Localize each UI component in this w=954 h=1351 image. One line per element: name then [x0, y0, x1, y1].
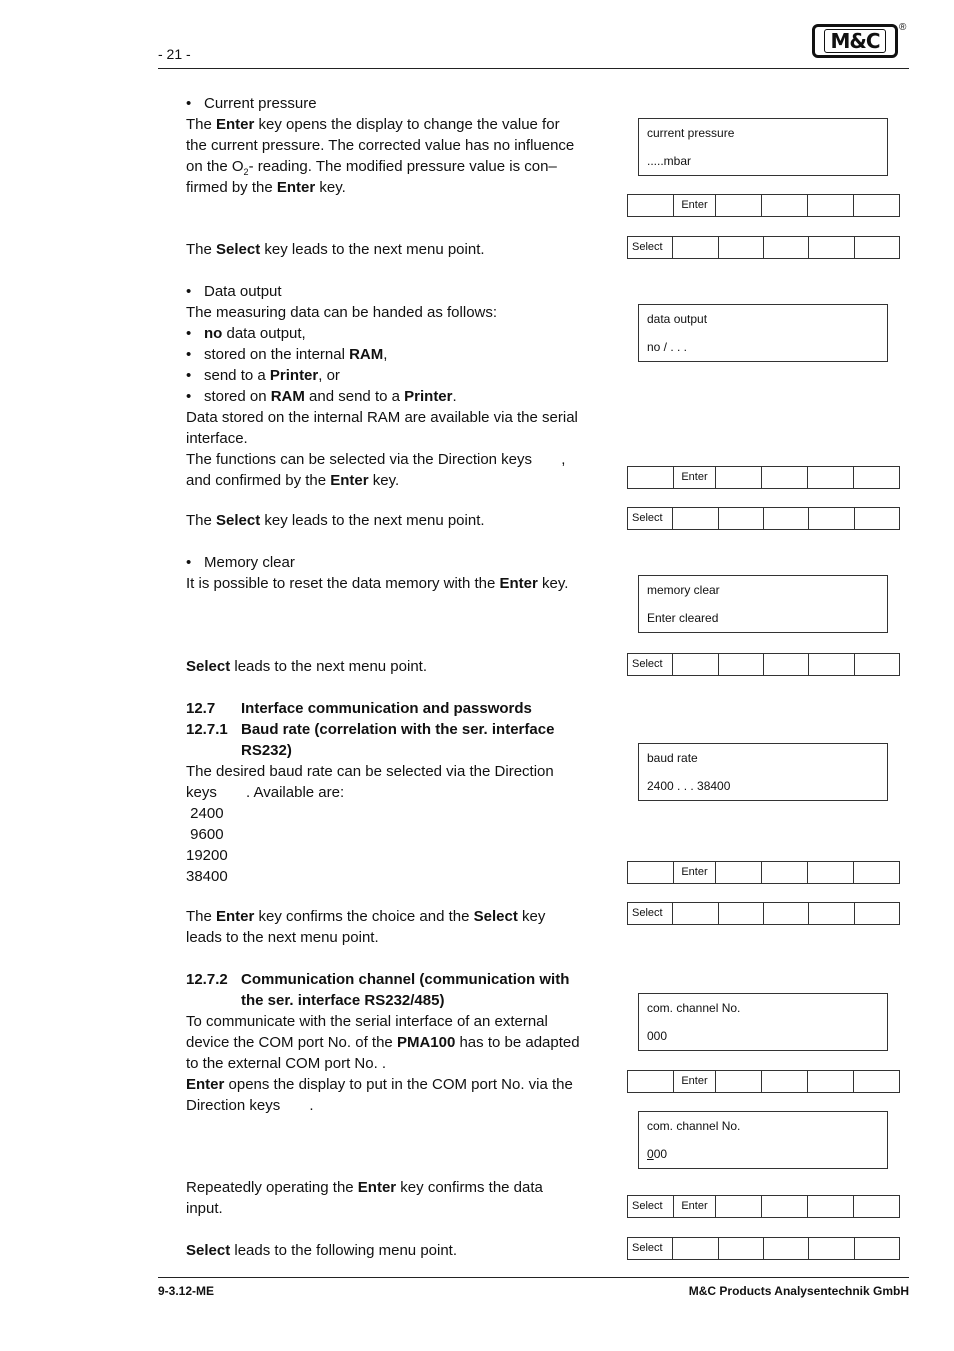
display-current-pressure: current pressure .....mbar: [638, 118, 888, 176]
bullet-data-output: • Data output: [186, 281, 616, 302]
memory-clear-section: • Memory clear It is possible to reset the data memory with the Enter key.: [186, 552, 616, 594]
display-memory-clear: memory clear Enter cleared: [638, 575, 888, 633]
key-row-select-1: [627, 236, 900, 259]
bullet-memory-clear: • Memory clear: [186, 552, 616, 573]
display-com-channel: com. channel No. 000: [638, 993, 888, 1051]
select-key[interactable]: Select: [628, 903, 673, 924]
cursor-digit: 0: [647, 1147, 654, 1161]
section-12-7-2: 12.7.2 Communication channel (communication with the ser. interface RS232/485) To communicate with the serial interface of an external device the COM port No. of the PMA100 has to be adapted to the external COM port No. . Enter opens the display to put in the COM port No. via the Direction keys .: [186, 971, 580, 1114]
display-data-output: data output no / . . .: [638, 304, 888, 362]
select-key[interactable]: Select: [628, 1238, 673, 1259]
enter-key[interactable]: Enter: [674, 195, 716, 216]
page-number: - 21 -: [158, 46, 191, 62]
key-row-select-2: [627, 507, 900, 530]
footer-rule: [158, 1277, 909, 1278]
key-row-enter-2: [627, 466, 900, 489]
select-key[interactable]: Select: [628, 654, 673, 675]
current-pressure-section: • Current pressure The Enter key opens the display to change the value for the current pressure. The corrected value has no influence on the $O_2-$ reading. The modified pressure value is con– firmed by the Enter key.: [186, 93, 616, 198]
data-output-section: • Data output The measuring data can be handed as follows: • no data output, • stored on the internal RAM, • send to a Printer, or • stored on RAM and send to a Printer. Data stored on the internal RAM are available via the serial interface. The functions can be selected via the Direction keys , and confirmed by the Enter key.: [186, 281, 616, 491]
select-key[interactable]: Select: [628, 237, 673, 258]
com-confirm-note: Repeatedly operating the Enter key confirms the data input.: [186, 1179, 543, 1217]
key-row-select-3: [627, 653, 900, 676]
registered-mark: ®: [899, 22, 907, 33]
mc-logo: M&C: [812, 24, 898, 58]
footer-company: M&C Products Analysentechnik GmbH: [688, 1284, 909, 1298]
enter-key[interactable]: Enter: [674, 467, 716, 488]
header-rule: [158, 68, 909, 69]
select-note-4: Select leads to the following menu point.: [186, 1242, 458, 1259]
display-com-channel-edit: com. channel No. 000: [638, 1111, 888, 1169]
key-row-select-4: [627, 902, 900, 925]
key-row-enter-1: [627, 194, 900, 217]
enter-key[interactable]: Enter: [674, 1071, 716, 1092]
footer-doc-id: 9-3.12-ME: [158, 1284, 215, 1298]
bullet-current-pressure: • Current pressure: [186, 93, 616, 114]
key-row-enter-3: [627, 861, 900, 884]
select-key[interactable]: Select: [628, 1196, 674, 1217]
enter-key[interactable]: Enter: [674, 1196, 716, 1217]
select-note-1: The Select key leads to the next menu point.: [186, 241, 485, 258]
baud-confirm-note: The Enter key confirms the choice and the Select key leads to the next menu point.: [186, 908, 546, 946]
section-12-7: 12.7 Interface communication and passwords 12.7.1 Baud rate (correlation with the ser. interface RS232) The desired baud rate can be selected via the Direction keys . Available are: 2400 9600 19200 38400: [186, 700, 555, 885]
key-row-select-enter: [627, 1195, 900, 1218]
select-note-2: The Select key leads to the next menu point.: [186, 512, 485, 529]
key-row-select-5: [627, 1237, 900, 1260]
select-note-3: Select leads to the next menu point.: [186, 658, 427, 675]
enter-key[interactable]: Enter: [674, 862, 716, 883]
display-baud-rate: baud rate 2400 . . . 38400: [638, 743, 888, 801]
select-key[interactable]: Select: [628, 508, 673, 529]
key-row-enter-4: [627, 1070, 900, 1093]
